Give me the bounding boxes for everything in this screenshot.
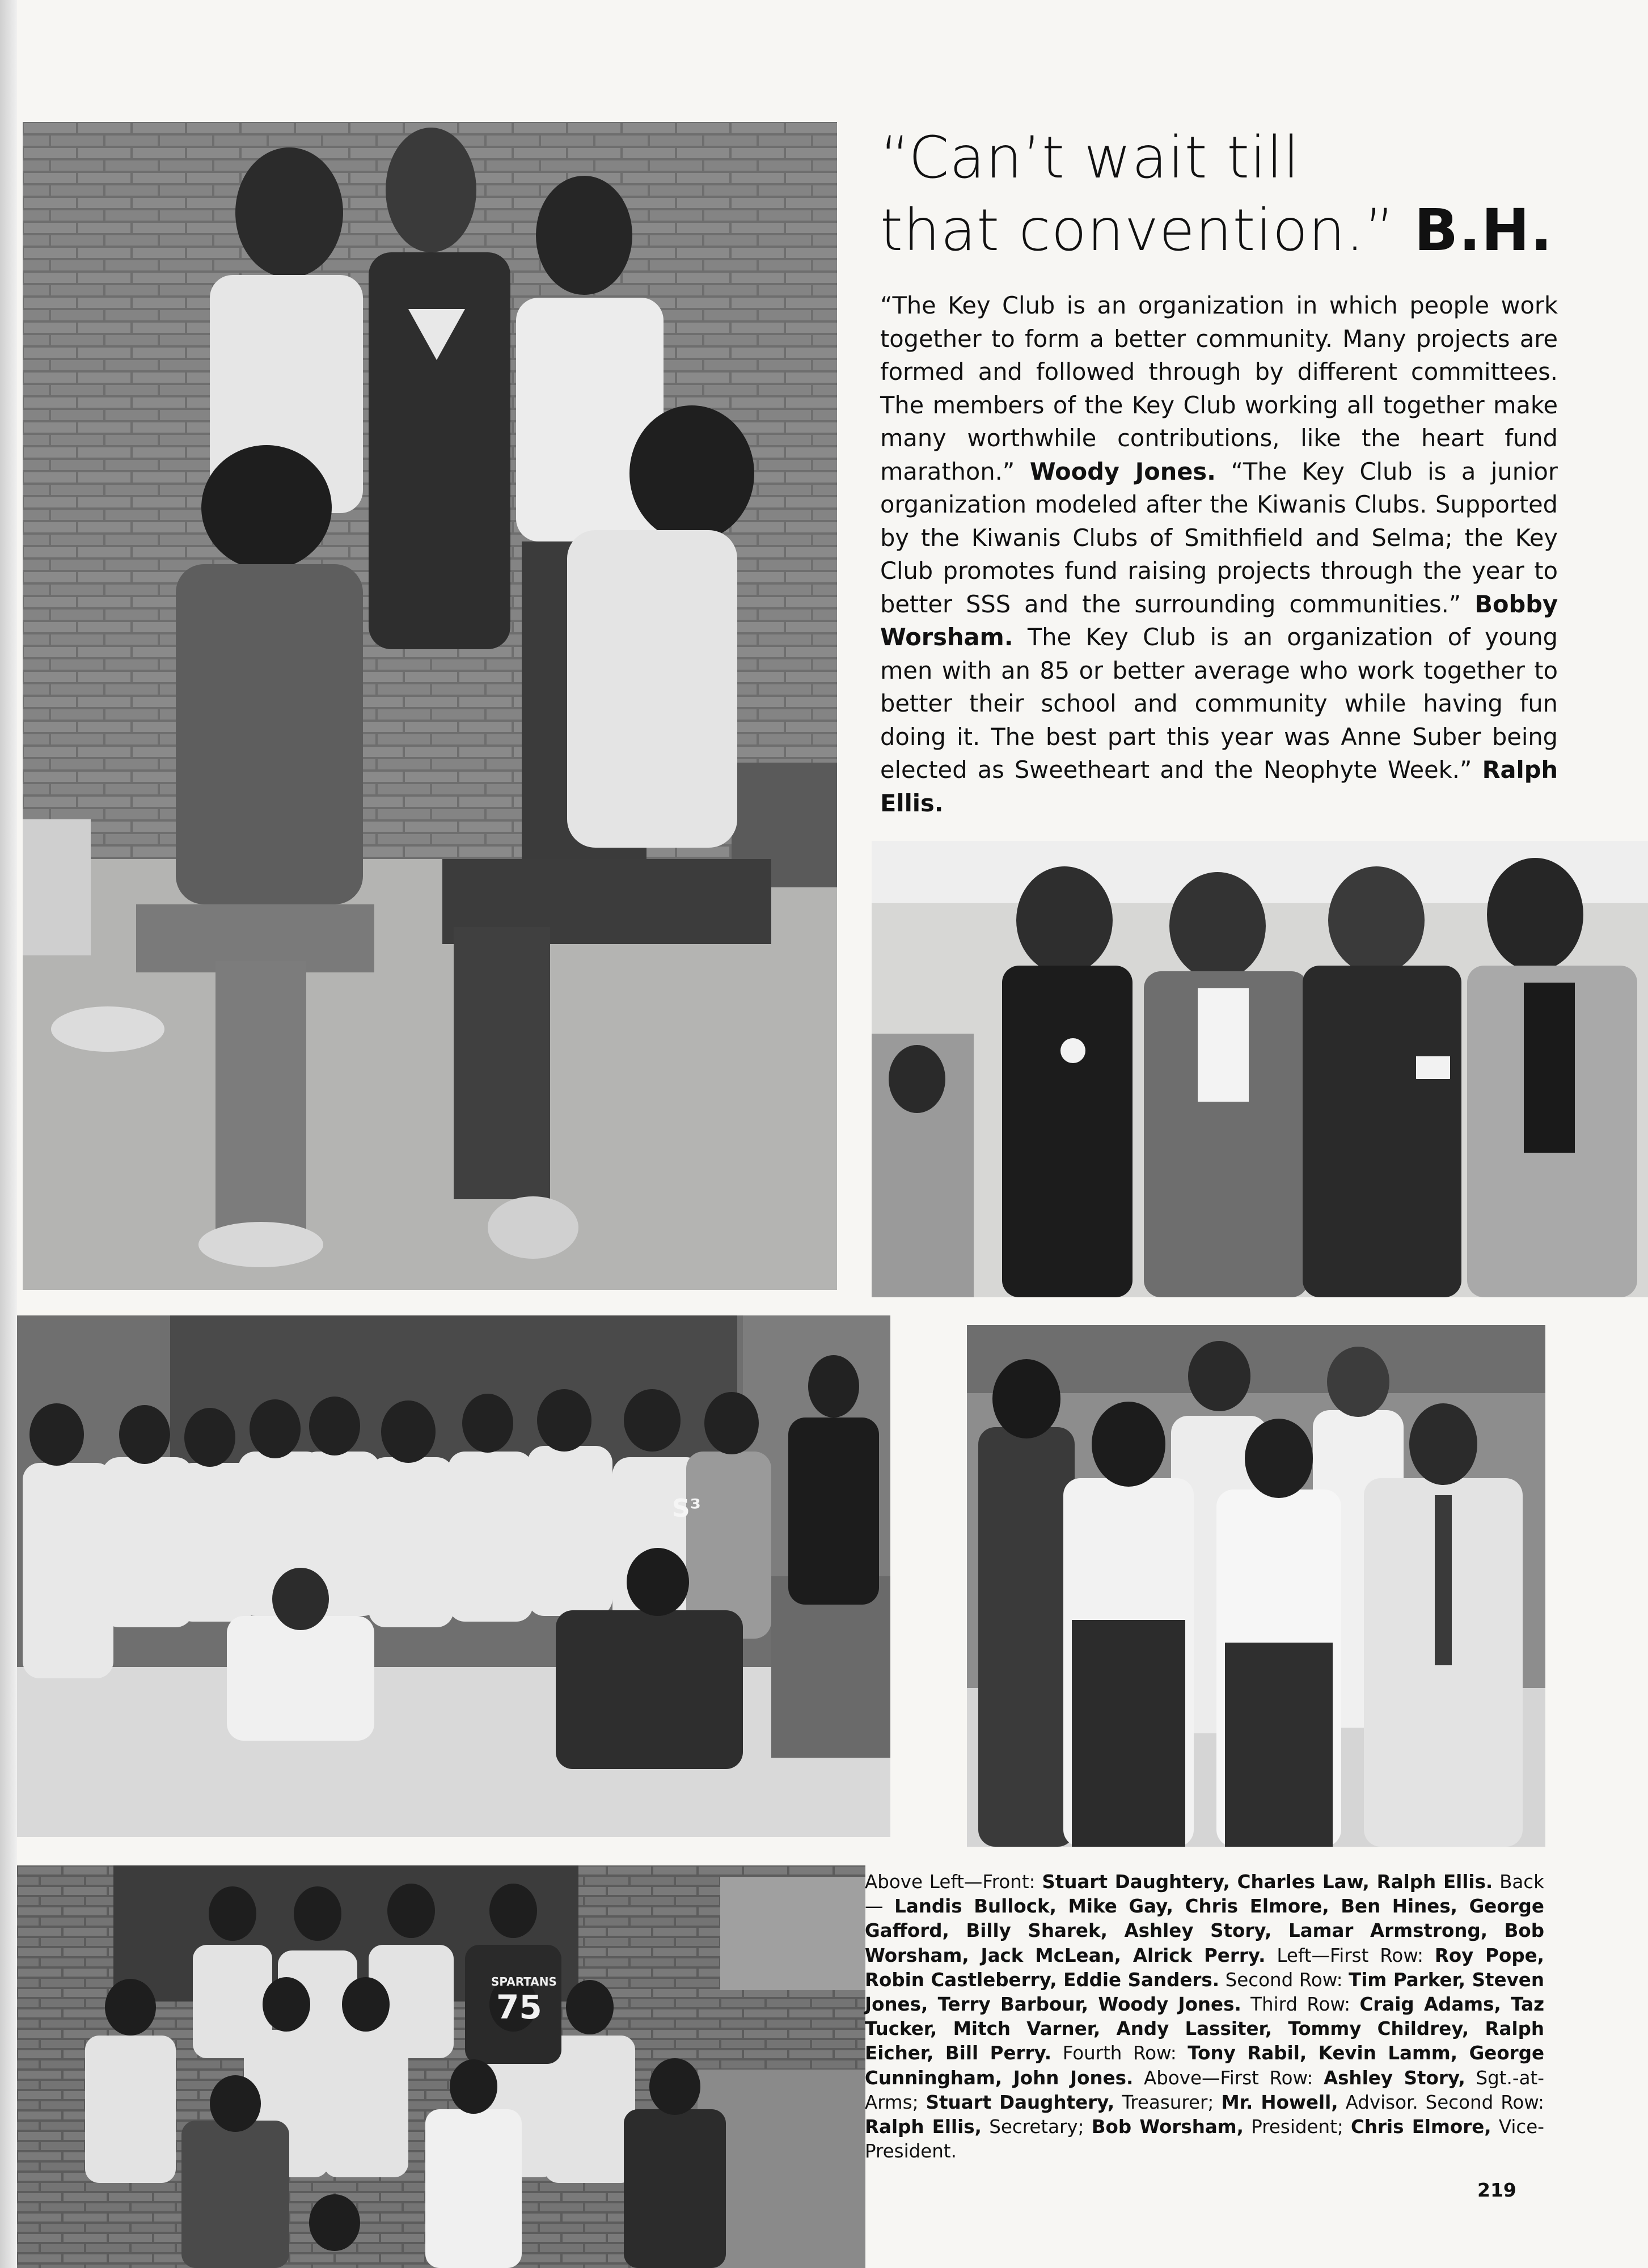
caption-text: Above Left—Front: xyxy=(865,1871,1036,1893)
article-author-3: Ralph Ellis. xyxy=(880,756,1558,817)
caption-text: Second Row: xyxy=(1225,1969,1343,1991)
jersey-spartans-text: SPARTANS xyxy=(491,1975,557,1988)
jersey-number-text: 75 xyxy=(496,1988,542,2026)
caption-text: Fourth Row: xyxy=(1062,2042,1177,2064)
caption-text: Treasurer; xyxy=(1122,2091,1214,2113)
caption-text: Sgt.-at-Arms; xyxy=(865,2067,1544,2113)
caption-text: Secretary; xyxy=(989,2116,1084,2138)
page-edge xyxy=(0,0,17,2268)
caption-text: Advisor. Second Row: xyxy=(1345,2091,1545,2113)
caption-text: Third Row: xyxy=(1250,1994,1351,2016)
caption-text: Vice-President. xyxy=(865,2116,1545,2163)
caption-names: Bob Worsham, xyxy=(1091,2116,1244,2138)
caption-text: Above—First Row: xyxy=(1144,2067,1313,2089)
headline-line-2: that convention.” xyxy=(880,197,1396,264)
caption-text: Left—First Row: xyxy=(1277,1944,1423,1966)
article-author-1: Woody Jones. xyxy=(1029,457,1216,485)
jersey-s3-text: S³ xyxy=(672,1494,701,1523)
caption-text: President; xyxy=(1251,2116,1343,2138)
caption-names: Tony Rabil, Kevin Lamm, George Cunningham, John Jones. xyxy=(865,2042,1545,2089)
page-number: 219 xyxy=(1477,2179,1516,2201)
photo-convention-boys xyxy=(872,841,1648,1297)
caption-names: Craig Adams, Taz Tucker, Mitch Varner, Andy Lassiter, Tommy Childrey, Ralph Eicher, Bill Perry. xyxy=(865,1994,1544,2064)
article-quote-3: The Key Club is an organization of young men with an 85 or better average who work together to better their school and community while having fun doing it. The best part this year was Anne Suber being elected as Sweetheart and the Neophyte Week.” xyxy=(880,623,1558,784)
caption-text: Back— xyxy=(865,1871,1544,1918)
caption-names: Roy Pope, Robin Castleberry, Eddie Sanders. xyxy=(865,1944,1544,1991)
photo-club-members-lifting xyxy=(23,122,837,1290)
caption-names: Landis Bullock, Mike Gay, Chris Elmore, Ben Hines, George Gafford, Billy Sharek, Ashley Story, Lamar Armstrong, Bob Worsham, Jack McLean, Alrick Perry. xyxy=(865,1895,1544,1966)
caption-names: Stuart Daughtery, Charles Law, Ralph Ellis. xyxy=(1042,1871,1493,1893)
caption-names: Chris Elmore, xyxy=(1351,2116,1491,2138)
caption-names: Ashley Story, xyxy=(1323,2067,1465,2089)
photo-key-club-group-outdoors xyxy=(17,1315,890,1837)
article-author-2: Bobby Worsham. xyxy=(880,590,1558,651)
headline-initials: B.H. xyxy=(1414,197,1553,264)
caption-names: Tim Parker, Steven Jones, Terry Barbour, Woody Jones. xyxy=(865,1969,1544,2016)
article-quote-1: “The Key Club is an organization in which people work together to form a better community. Many projects are formed and followed through by different committees. The members of the Key Club working all together make many worthwhile contributions, like the heart fund marathon.” xyxy=(880,291,1558,485)
headline-line-1: “Can’t wait till xyxy=(880,124,1300,192)
article-body xyxy=(880,289,1558,820)
photo-key-club-officers xyxy=(967,1325,1545,1847)
article-quote-2: “The Key Club is a junior organization modeled after the Kiwanis Clubs. Supported by the Kiwanis Clubs of Smithfield and Selma; the Key Club promotes fund raising projects through the year to better SSS and the surrounding communities.” xyxy=(880,457,1558,618)
caption-names: Mr. Howell, xyxy=(1221,2091,1338,2113)
caption-names: Ralph Ellis, xyxy=(865,2116,982,2138)
headline-quote xyxy=(880,122,1561,267)
photo-caption xyxy=(865,1870,1544,2164)
photo-key-club-group-brick xyxy=(17,1865,865,2268)
caption-names: Stuart Daughtery, xyxy=(926,2091,1115,2113)
